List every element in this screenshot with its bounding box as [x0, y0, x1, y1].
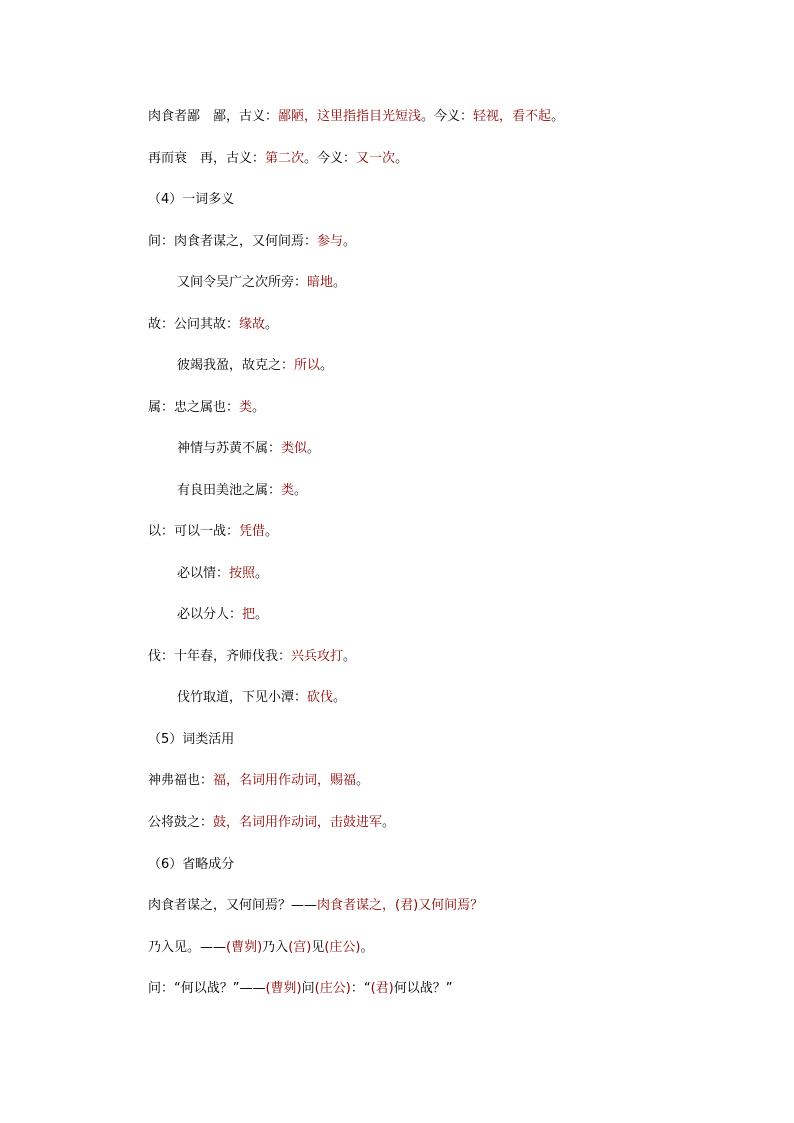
annotation: (曹刿)	[226, 940, 263, 955]
annotation: 砍伐	[307, 690, 334, 705]
text: 彼竭我盈，故克之：	[177, 358, 295, 373]
text: 。今义：	[421, 109, 474, 124]
entry-line-indented	[177, 274, 346, 292]
entry-line-indented	[177, 482, 307, 500]
entry-line-indented	[177, 440, 320, 458]
text: 。	[395, 151, 409, 166]
text: 。	[343, 234, 357, 249]
annotation: 兴兵攻打	[291, 649, 344, 664]
text: 。	[265, 524, 279, 539]
annotation: (宫)	[288, 940, 312, 955]
text: 乃入	[262, 940, 289, 955]
annotation: 暗地	[307, 275, 334, 290]
annotation: 参与	[317, 234, 344, 249]
annotation: (庄公)	[314, 981, 351, 996]
text: 。	[255, 607, 269, 622]
text: 。	[320, 358, 334, 373]
annotation: 肉食者谋之，(君)又何间焉？	[317, 898, 484, 913]
annotation: (君)	[370, 981, 394, 996]
text: 何以战？”	[393, 981, 453, 996]
section-heading	[148, 856, 234, 874]
heading-text: （6）省略成分	[148, 857, 235, 872]
text: 。	[360, 940, 374, 955]
text: 。	[382, 815, 396, 830]
text: 公将鼓之：	[148, 815, 214, 830]
text: 。	[307, 441, 321, 456]
annotation: 鼓，名词用作动词，击鼓进军	[213, 815, 383, 830]
text: 问	[301, 981, 315, 996]
text: ：“	[350, 981, 371, 996]
text: 。	[333, 275, 347, 290]
annotation: 又一次	[356, 151, 396, 166]
text: 。	[294, 483, 308, 498]
entry-line-indented	[177, 565, 268, 583]
annotation: 轻视，看不起	[473, 109, 552, 124]
annotation: 所以	[294, 358, 321, 373]
entry-line	[148, 399, 265, 417]
text: 属：忠之属也：	[148, 400, 240, 415]
entry-line	[148, 814, 395, 832]
text: 伐竹取道，下见小潭：	[177, 690, 308, 705]
text: 见	[311, 940, 325, 955]
entry-line	[148, 523, 278, 541]
gu-jin-yi-zai	[148, 150, 408, 168]
text: 。	[343, 649, 357, 664]
entry-line	[148, 316, 278, 334]
gu-jin-yi-bi	[148, 108, 564, 126]
text: 乃入见。——	[148, 940, 227, 955]
entry-line	[148, 233, 356, 251]
text: 肉食者谋之，又何间焉？——	[148, 898, 318, 913]
text: 问：“何以战？”——	[148, 981, 266, 996]
entry-line	[148, 980, 452, 998]
text: 神情与苏黄不属：	[177, 441, 282, 456]
text: 。今义：	[304, 151, 357, 166]
text: 。	[356, 773, 370, 788]
entry-line-indented	[177, 689, 346, 707]
text: 必以情：	[177, 566, 230, 581]
annotation: (庄公)	[324, 940, 361, 955]
annotation: 第二次	[265, 151, 305, 166]
annotation: 把	[242, 607, 256, 622]
text: 。	[255, 566, 269, 581]
text: 。	[333, 690, 347, 705]
entry-line-indented	[177, 357, 333, 375]
section-heading	[148, 731, 234, 749]
annotation: 类	[239, 400, 253, 415]
text: 有良田美池之属：	[177, 483, 282, 498]
entry-line	[148, 897, 483, 915]
annotation: (曹刿)	[265, 981, 302, 996]
annotation: 类似	[281, 441, 308, 456]
text: 。	[265, 317, 279, 332]
text: 再而衰 再，古义：	[148, 151, 266, 166]
annotation: 类	[281, 483, 295, 498]
text: 肉食者鄙 鄙，古义：	[148, 109, 279, 124]
text: 间：肉食者谋之，又何间焉：	[148, 234, 318, 249]
text: 伐：十年春，齐师伐我：	[148, 649, 292, 664]
text: 故：公问其故：	[148, 317, 240, 332]
text: 又间令吴广之次所旁：	[177, 275, 308, 290]
entry-line	[148, 939, 374, 957]
annotation: 缘故	[239, 317, 266, 332]
annotation: 凭借	[239, 524, 266, 539]
entry-line	[148, 772, 369, 790]
text: 以：可以一战：	[148, 524, 240, 539]
entry-line-indented	[177, 606, 268, 624]
annotation: 按照	[229, 566, 256, 581]
heading-text: （5）词类活用	[148, 732, 235, 747]
text: 。	[551, 109, 565, 124]
annotation: 福，名词用作动词，赐福	[213, 773, 357, 788]
text: 。	[252, 400, 266, 415]
entry-line	[148, 648, 356, 666]
heading-text: （4）一词多义	[148, 192, 235, 207]
section-heading	[148, 191, 234, 209]
text: 必以分人：	[177, 607, 243, 622]
text: 神弗福也：	[148, 773, 214, 788]
annotation: 鄙陋，这里指指目光短浅	[278, 109, 422, 124]
